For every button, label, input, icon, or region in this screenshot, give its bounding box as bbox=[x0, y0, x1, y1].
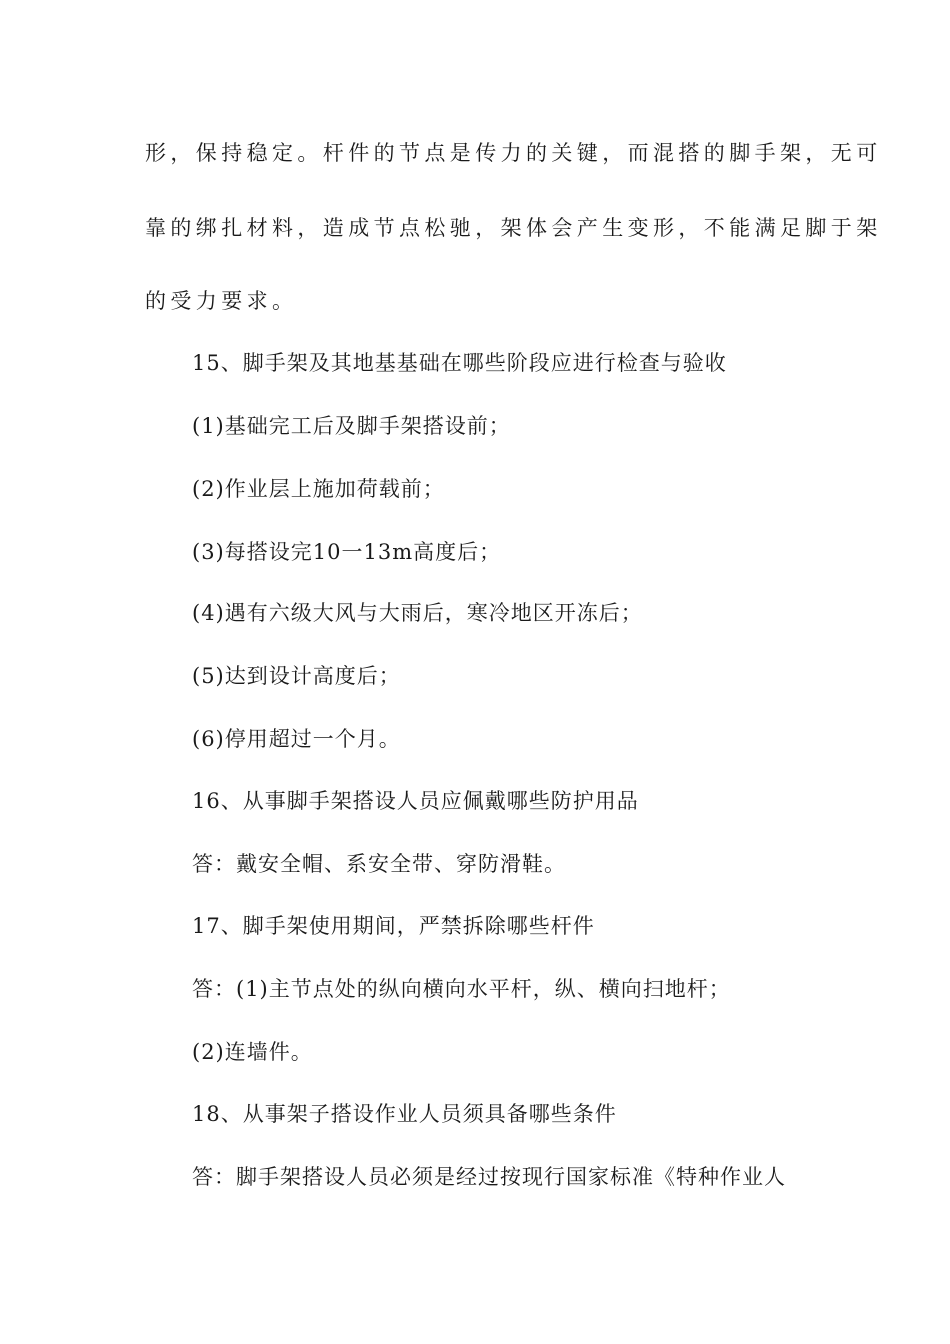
q17-answer-line-2: (2)连墙件。 bbox=[192, 1040, 313, 1064]
paragraph-line-1: 形，保持稳定。杆件的节点是传力的关键，而混搭的脚手架，无可 bbox=[145, 141, 882, 165]
q17-answer-line-1: 答：(1)主节点处的纵向横向水平杆，纵、横向扫地杆； bbox=[192, 977, 731, 1001]
q15-item-2: (2)作业层上施加荷载前； bbox=[192, 477, 445, 501]
paragraph-line-3: 的受力要求。 bbox=[145, 289, 298, 313]
question-17-heading: 17、脚手架使用期间，严禁拆除哪些杆件 bbox=[192, 914, 595, 938]
question-18-heading: 18、从事架子搭设作业人员须具备哪些条件 bbox=[192, 1102, 617, 1126]
q16-answer: 答：戴安全帽、系安全带、穿防滑鞋。 bbox=[192, 852, 566, 876]
paragraph-line-2: 靠的绑扎材料，造成节点松驰，架体会产生变形，不能满足脚于架 bbox=[145, 216, 882, 240]
q15-item-5: (5)达到设计高度后； bbox=[192, 664, 401, 688]
q18-answer: 答：脚手架搭设人员必须是经过按现行国家标准《特种作业人 bbox=[192, 1165, 786, 1189]
q15-item-4: (4)遇有六级大风与大雨后，寒冷地区开冻后； bbox=[192, 601, 643, 625]
q15-item-3: (3)每搭设完10一13m高度后； bbox=[192, 540, 502, 564]
q15-item-1: (1)基础完工后及脚手架搭设前； bbox=[192, 414, 511, 438]
question-16-heading: 16、从事脚手架搭设人员应佩戴哪些防护用品 bbox=[192, 789, 639, 813]
q15-item-6: (6)停用超过一个月。 bbox=[192, 727, 401, 751]
question-15-heading: 15、脚手架及其地基基础在哪些阶段应进行检查与验收 bbox=[192, 351, 727, 375]
